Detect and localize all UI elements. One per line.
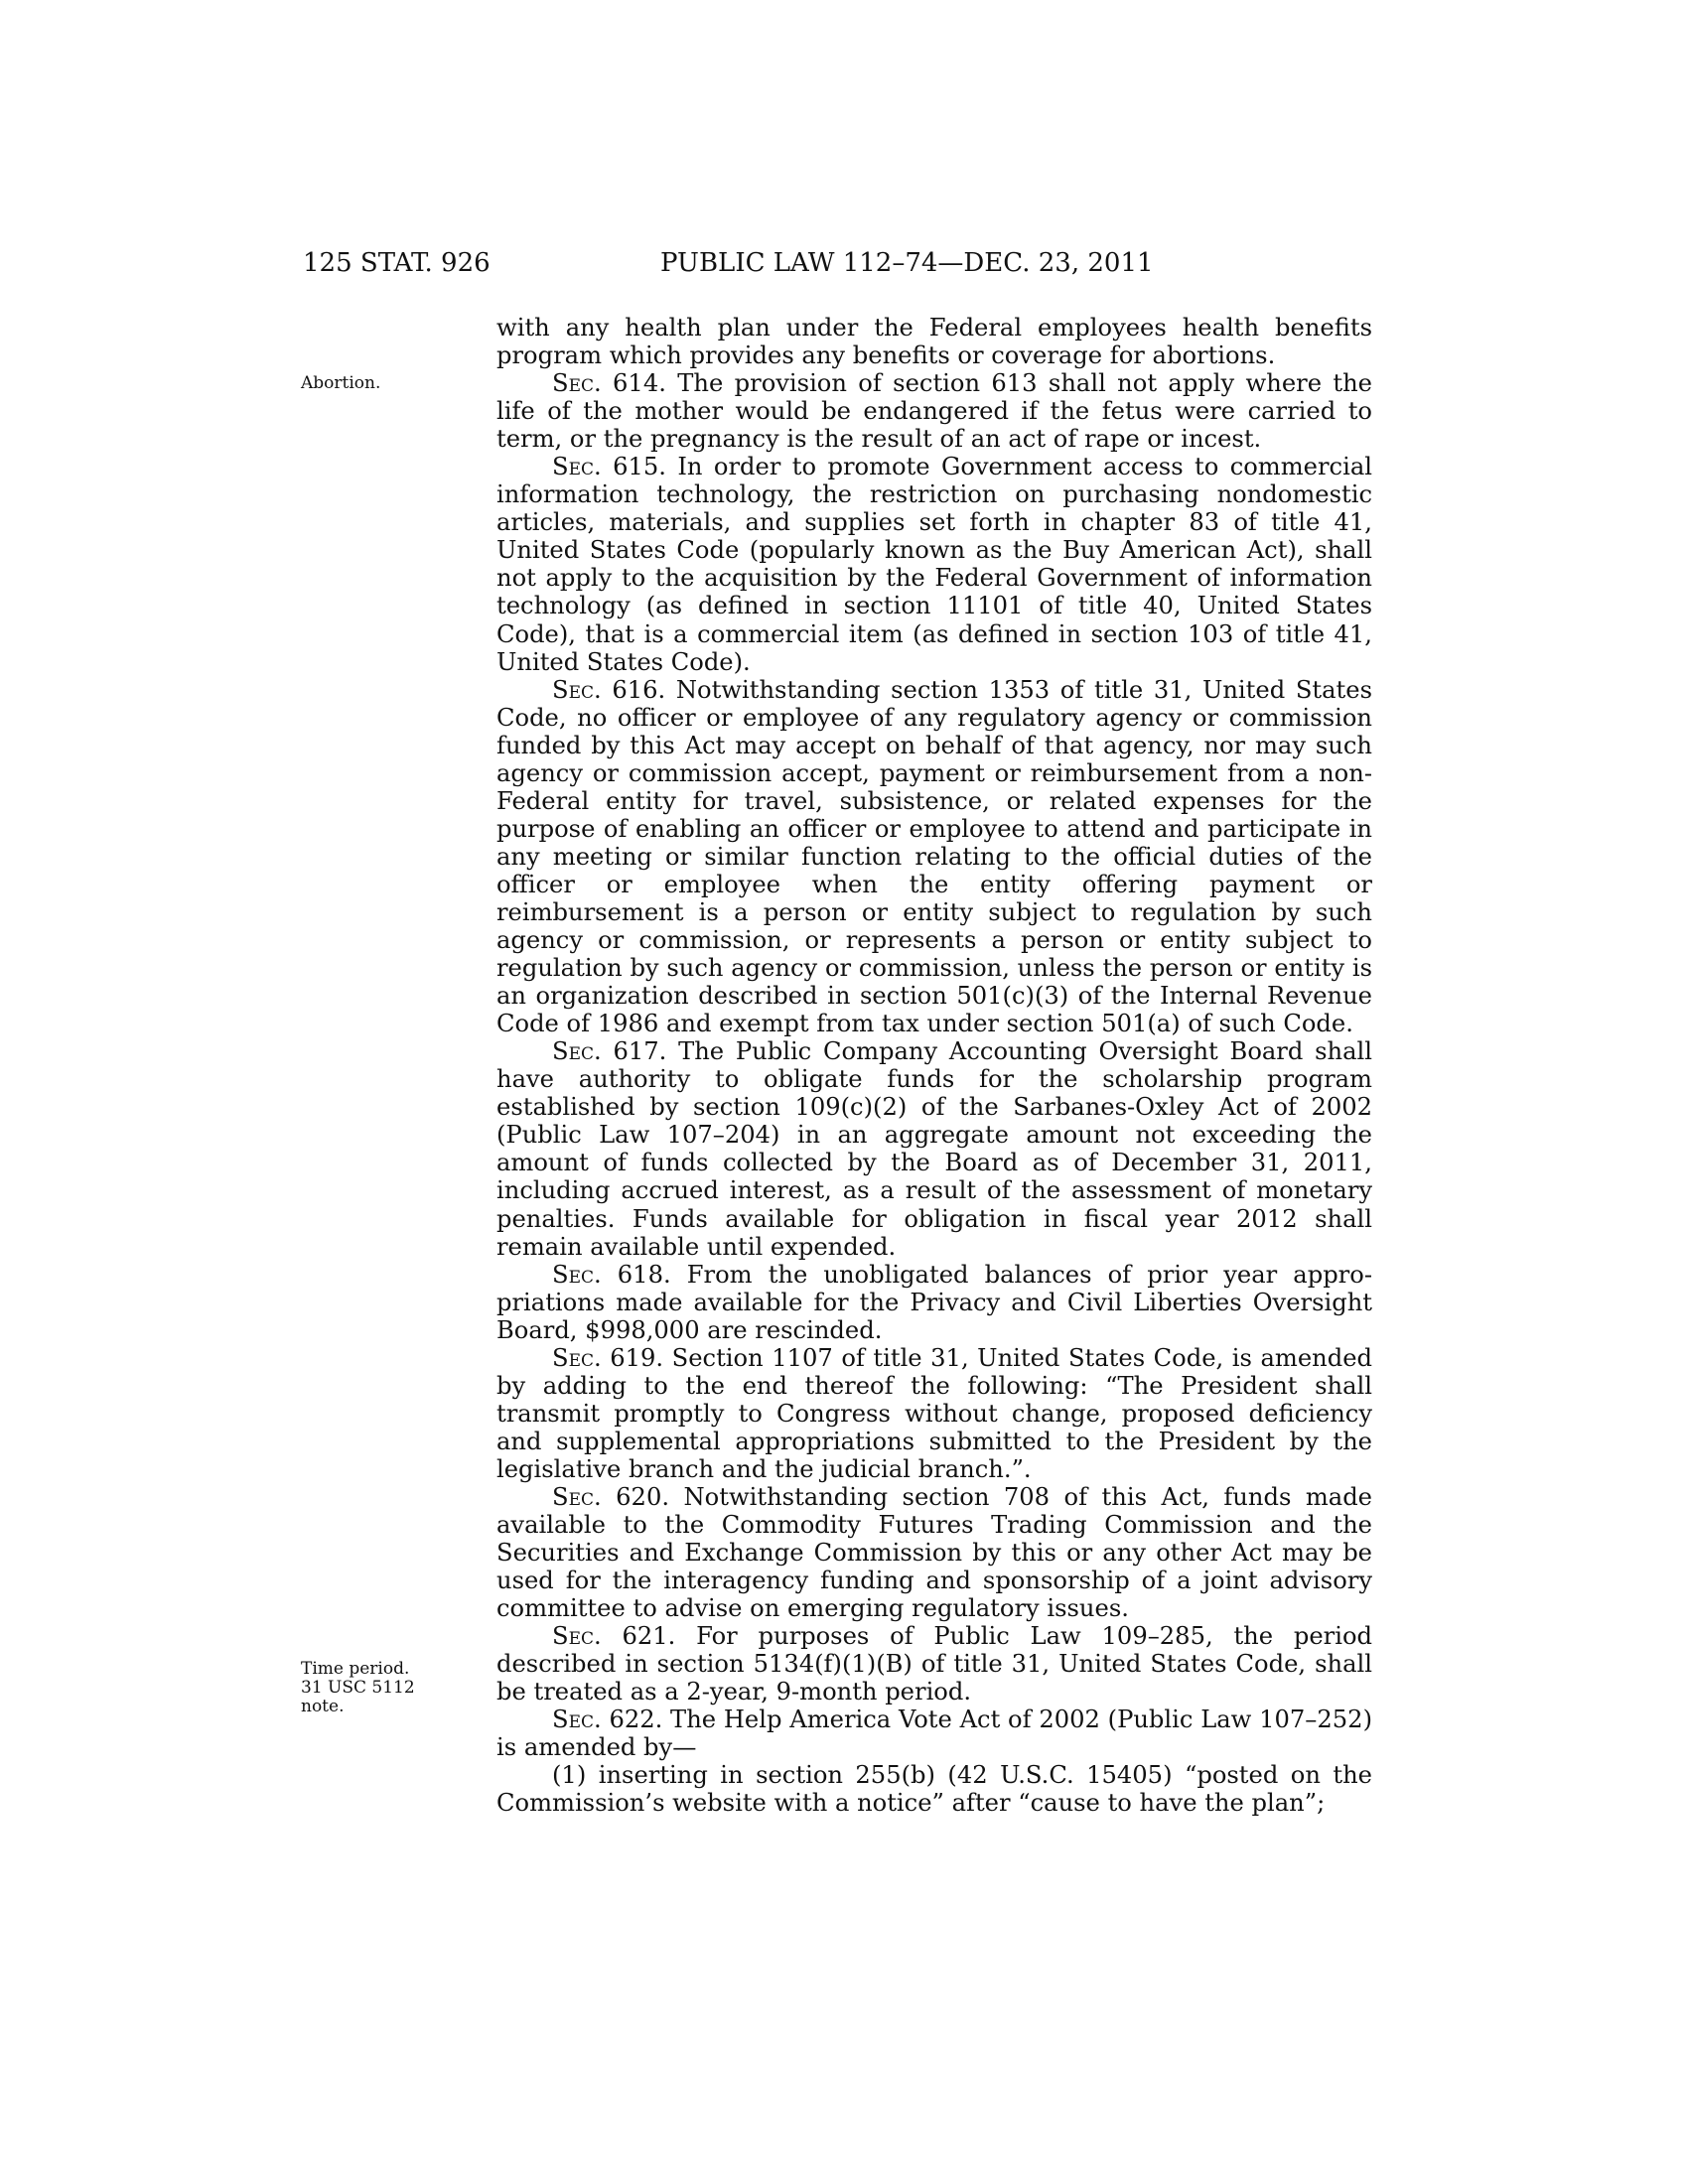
section-label: Sec. xyxy=(552,1482,602,1511)
section-label: Sec. xyxy=(552,369,602,398)
public-law-title: PUBLIC LAW 112–74—DEC. 23, 2011 xyxy=(660,248,1154,278)
section-622 xyxy=(496,1706,1372,1761)
margin-note-abortion: Abortion. xyxy=(301,373,381,393)
running-header xyxy=(0,248,1688,288)
statute-page-number: 125 STAT. 926 xyxy=(303,248,491,278)
paragraph-text: 618. From the unobligated balances of prior year appropriations made available for the Privacy and Civil Liberties Oversight Board, $998,000 are rescinded. xyxy=(496,1260,1372,1344)
paragraph-text: (1) inserting in section 255(b) (42 U.S.C. 15405) “posted on the Commission’s website with a notice” after “cause to have the plan”; xyxy=(496,1761,1372,1818)
paragraph-text: 617. The Public Company Accounting Oversight Board shall have authority to obligate funds for the scholarship program established by section 109(c)(2) of the Sarbanes-Oxley Act of 2002 (Public Law 107–204) in an aggregate amount not exceeding the amount of funds collected by the Board as of December 31, 2011, including accrued interest, as a result of the assessment of monetary penalties. Funds available for obligation in fiscal year 2012 shall remain available until expended. xyxy=(496,1037,1372,1261)
paragraph-text: 615. In order to promote Government access to commercial information technology, the restriction on purchasing nondomestic articles, materials, and supplies set forth in chapter 83 of title 41, United States Code (popularly known as the Buy American Act), shall not apply to the acquisition by the Federal Government of information technology (as defined in section 11101 of title 40, United States Code), that is a commercial item (as defined in section 103 of title 41, United States Code). xyxy=(496,453,1372,676)
section-617 xyxy=(496,1037,1372,1260)
paragraph-continuation xyxy=(496,314,1372,369)
section-label: Sec. xyxy=(552,1622,602,1651)
section-618 xyxy=(496,1261,1372,1344)
section-label: Sec. xyxy=(552,453,602,481)
paragraph-text: 614. The provision of section 613 shall not apply where the life of the mother would be endangered if the fetus were carried to term, or the pregnancy is the result of an act of rape or incest. xyxy=(496,369,1372,454)
paragraph-text: 619. Section 1107 of title 31, United States Code, is amended by adding to the end thereof the following: “The President shall transmit promptly to Congress without change, proposed deficiency and supplemental appropriations submitted to the President by the legislative branch and the judicial branch.”. xyxy=(496,1343,1372,1483)
section-label: Sec. xyxy=(552,1260,602,1289)
section-616 xyxy=(496,676,1372,1038)
paragraph-text: 620. Notwithstanding section 708 of this Act, funds made available to the Commodity Futures Trading Commission and the Securities and Exchange Commission by this or any other Act may be used for the interagency funding and sponsorship of a joint advisory committee to advise on emerging regulatory issues. xyxy=(496,1482,1372,1623)
subsection-1 xyxy=(496,1761,1372,1817)
section-621 xyxy=(496,1622,1372,1706)
section-label: Sec. xyxy=(552,1037,602,1066)
section-label: Sec. xyxy=(552,1706,602,1734)
section-label: Sec. xyxy=(552,675,602,704)
section-620 xyxy=(496,1483,1372,1622)
paragraph-text: 616. Notwithstanding section 1353 of title 31, United States Code, no officer or employee of any regulatory agency or commission funded by this Act may accept on behalf of that agency, nor may such agency or commission accept, payment or reimbursement from a non-Federal entity for travel, subsistence, or related expenses for the purpose of enabling an officer or employee to attend and participate in any meeting or similar function relating to the official duties of the officer or employee when the entity offering payment or reimbursement is a person or entity subject to regulation by such agency or commission, or represents a person or entity subject to regulation by such agency or commission, unless the person or entity is an organization described in section 501(c)(3) of the Internal Revenue Code of 1986 and exempt from tax under section 501(a) of such Code. xyxy=(496,675,1372,1038)
document-body xyxy=(496,314,1372,1818)
paragraph-text: with any health plan under the Federal employees health benefits program which provides any benefits or coverage for abortions. xyxy=(496,314,1372,370)
section-615 xyxy=(496,453,1372,675)
section-label: Sec. xyxy=(552,1343,602,1372)
paragraph-text: 621. For purposes of Public Law 109–285, the period described in section 5134(f)(1)(B) of title 31, United States Code, shall be treated as a 2-year, 9-month period. xyxy=(496,1622,1372,1706)
section-614 xyxy=(496,369,1372,453)
margin-note-time-period: Time period. 31 USC 5112 note. xyxy=(301,1659,415,1716)
section-619 xyxy=(496,1344,1372,1483)
paragraph-text: 622. The Help America Vote Act of 2002 (Public Law 107–252) is amended by— xyxy=(496,1706,1372,1762)
